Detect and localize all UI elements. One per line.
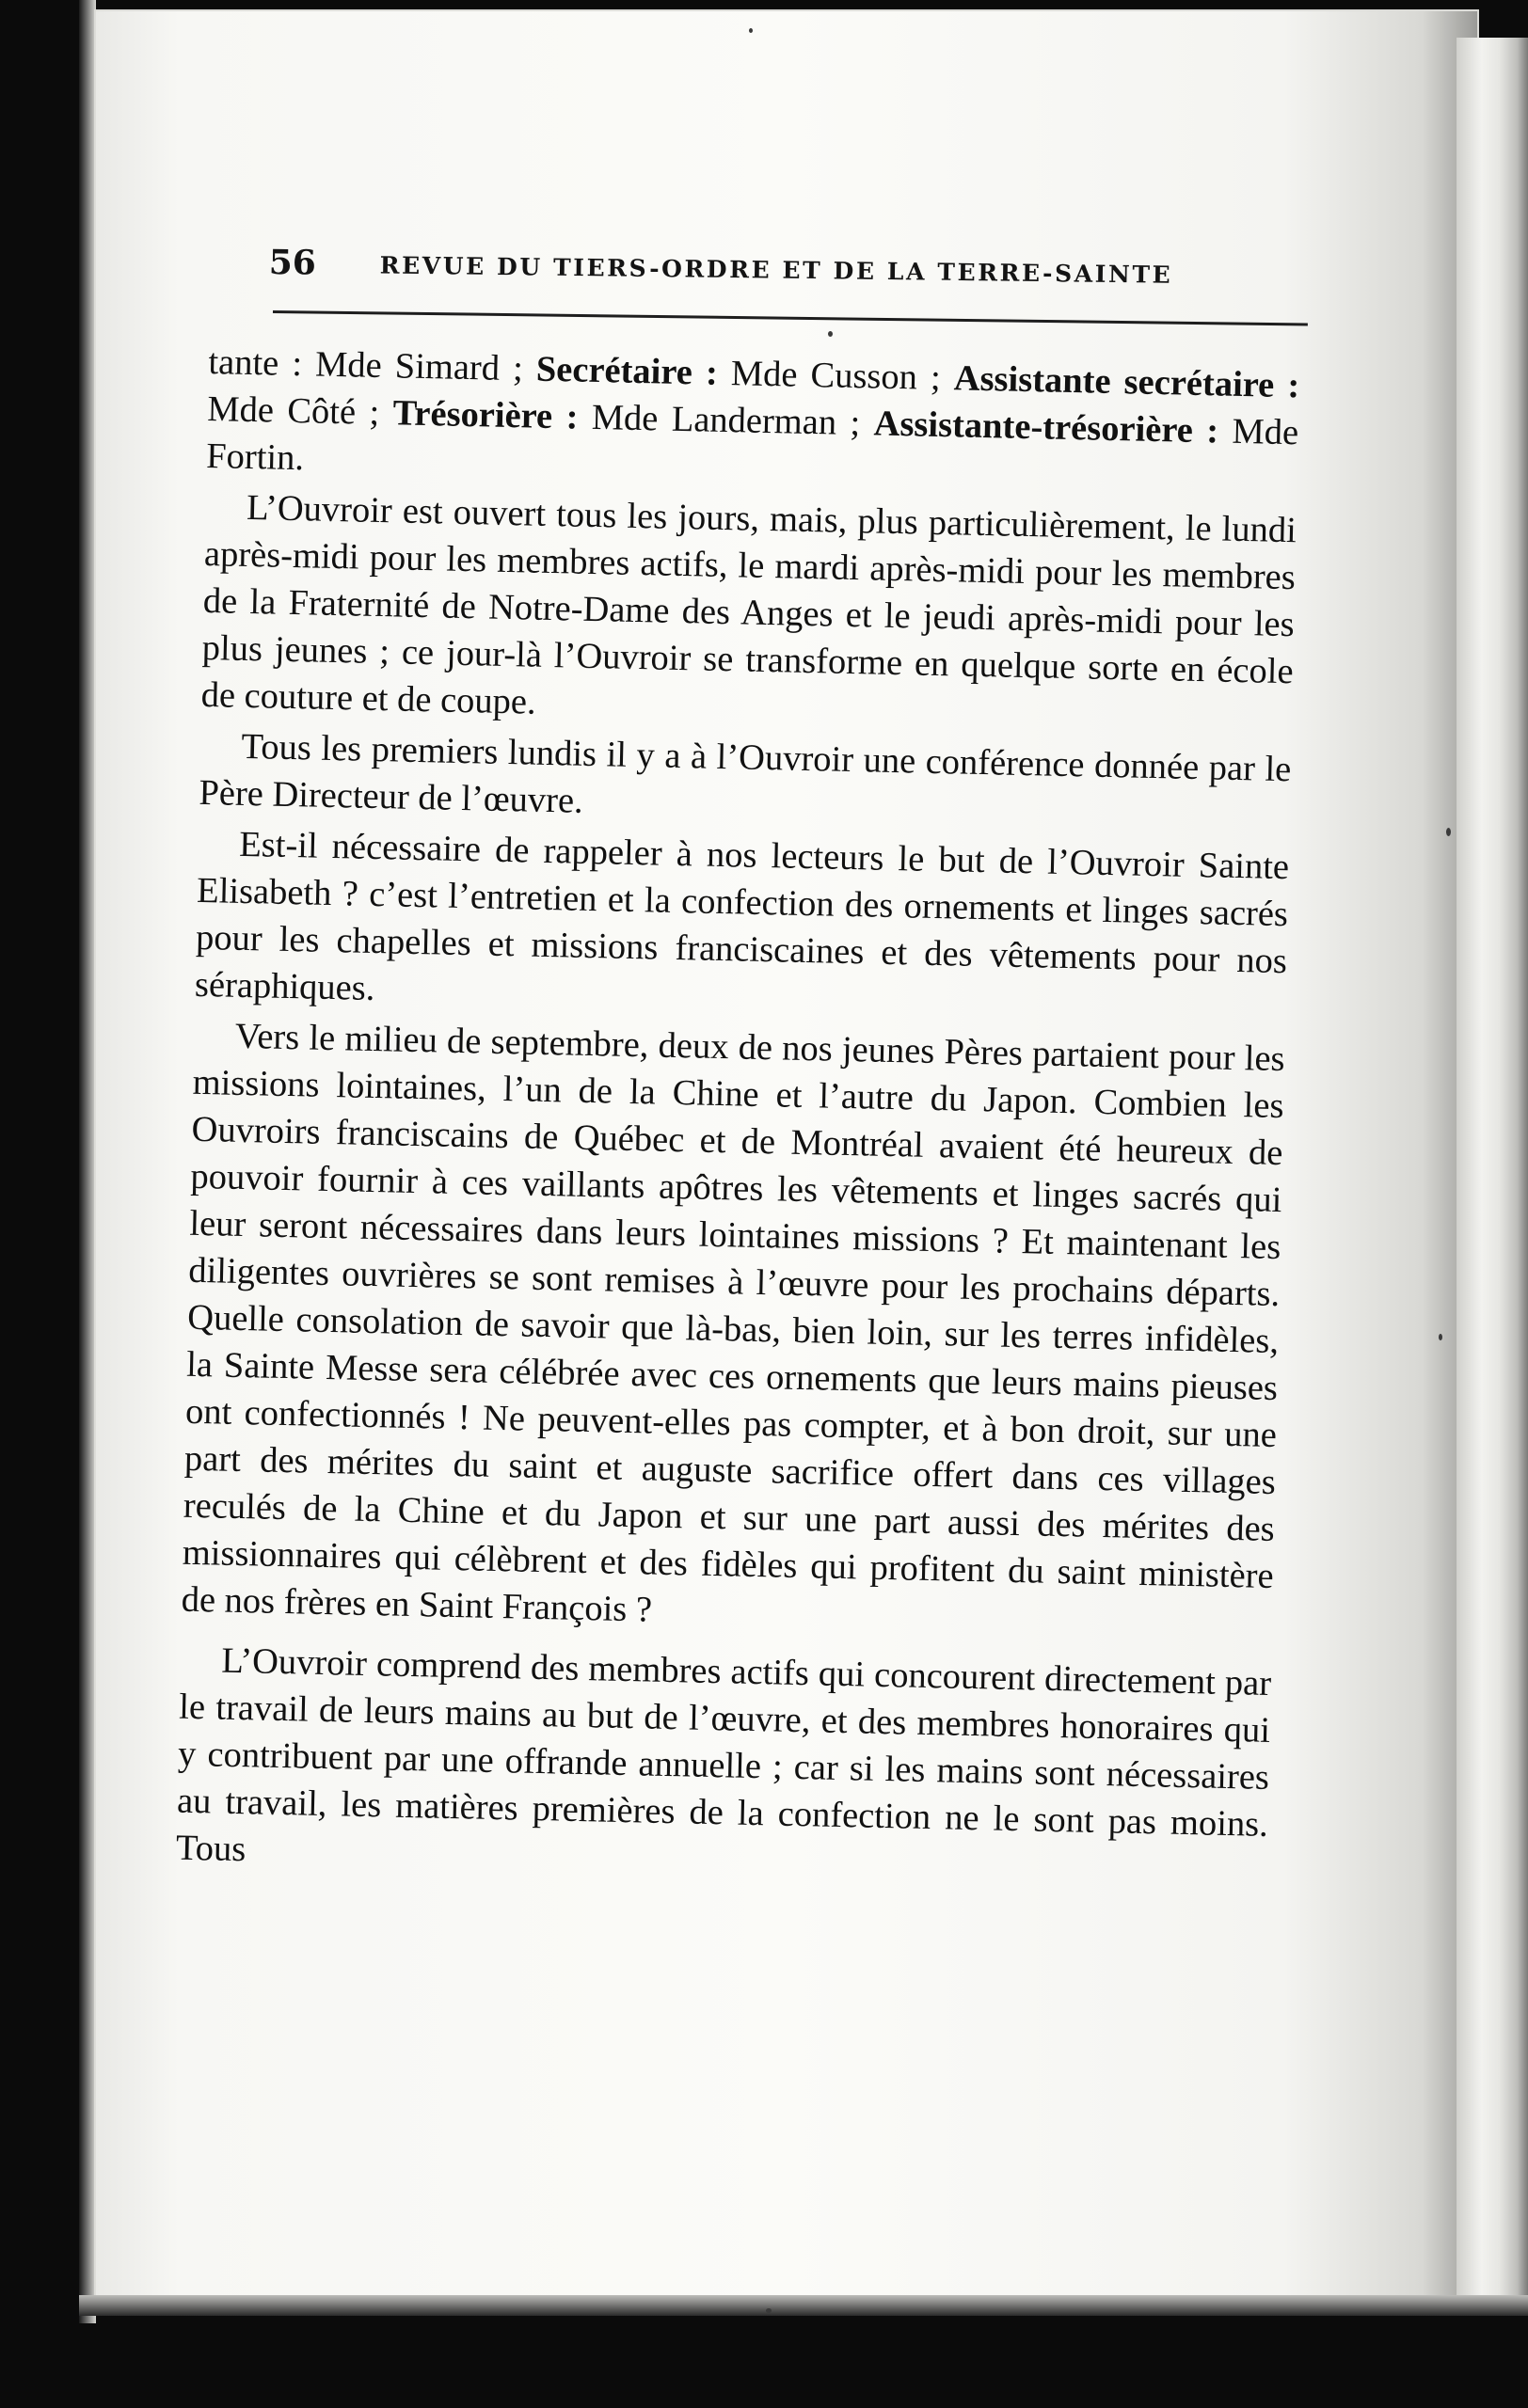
page-right-edge [1456, 38, 1528, 2295]
page-number: 56 [268, 243, 317, 283]
paragraph-officers [206, 339, 1300, 503]
paragraph-missions: Vers le milieu de septembre, deux de nos jeunes Pères partaient pour les missions lointaines, l’un de la Chine et l’autre du Japon. Combien les Ouvroirs franciscains de Québec et de Montréal avaient été heureux de pouvoir fournir à ces vaillants apôtres les vêtements et linges sacrés qui leur seront nécessaires dans leurs lointaines missions ? Et maintenant les diligentes ouvrières se sont remises à l’œuvre pour les prochains départs. Quelle consolation de savoir que là-bas, bien loin, sur les terres infidèles, la Sainte Messe sera célébrée avec ces ornements que leurs mains pieuses ont confectionnés ! Ne peuvent-elles pas compter, et à bon droit, sur une part des mérites du saint et auguste sacrifice offert dans ces villages reculés de la Chine et du Japon et sur une part aussi des mérites des missionnaires qui célèbrent et des fidèles qui profitent du saint ministère de nos frères en Saint François ? [181, 1016, 1286, 1630]
label-assistante-tresoriere: Assistante-trésorière : [873, 404, 1219, 452]
scan-speck [766, 2308, 772, 2313]
text-run: Mde Fortin. [205, 411, 1299, 479]
scan-speck [749, 28, 753, 33]
paragraph-membership: L’Ouvroir comprend des membres actifs qui concourent directement par le travail de leurs mains au but de l’œuvre, et des membres honoraires qui y contribuent par une offrande annuelle ; car si les mains sont nécessaires au travail, les matières premières de la confection ne le sont pas moins. Tous [175, 1640, 1272, 1870]
page-bottom-edge [79, 2295, 1528, 2316]
paragraph-purpose: Est-il nécessaire de rappeler à nos lecteurs le but de l’Ouvroir Sainte Elisabeth ? c’est l’entretien et la confection des ornements et linges sacrés pour les chapelles et missions franciscaines et des vêtements pour nos séraphiques. [194, 824, 1290, 1009]
label-tresoriere: Trésorière : [392, 393, 579, 437]
scan-speck [1446, 828, 1451, 836]
paragraph-ouvroir-hours: L’Ouvroir est ouvert tous les jours, mais, plus particulièrement, le lundi après-midi pour les membres actifs, le mardi après-midi pour les membres de la Fraternité de Notre-Dame des Anges et le jeudi après-midi pour les plus jeunes ; ce jour-là l’Ouvroir se transforme en quelque sorte en école de couture et de coupe. [200, 487, 1297, 722]
text-run: Mde Landerman ; [577, 397, 875, 444]
paragraph-conference: Tous les premiers lundis il y a à l’Ouvroir une conférence donnée par le Père Directeur de l’œuvre. [199, 726, 1292, 821]
page-left-edge [79, 0, 96, 2323]
text-run: tante : Mde Simard ; [207, 341, 537, 389]
label-assistante-secretaire: Assistante secrétaire : [953, 358, 1300, 406]
text-run: Mde Côté ; [206, 388, 394, 434]
label-secretaire: Secrétaire : [535, 349, 719, 393]
scan-speck [1439, 1334, 1442, 1340]
article-body [175, 339, 1299, 1899]
text-run: Mde Cusson ; [717, 353, 955, 399]
running-head: REVUE DU TIERS-ORDRE ET DE LA TERRE-SAINTE [379, 251, 1173, 289]
scan-speck [828, 331, 833, 337]
